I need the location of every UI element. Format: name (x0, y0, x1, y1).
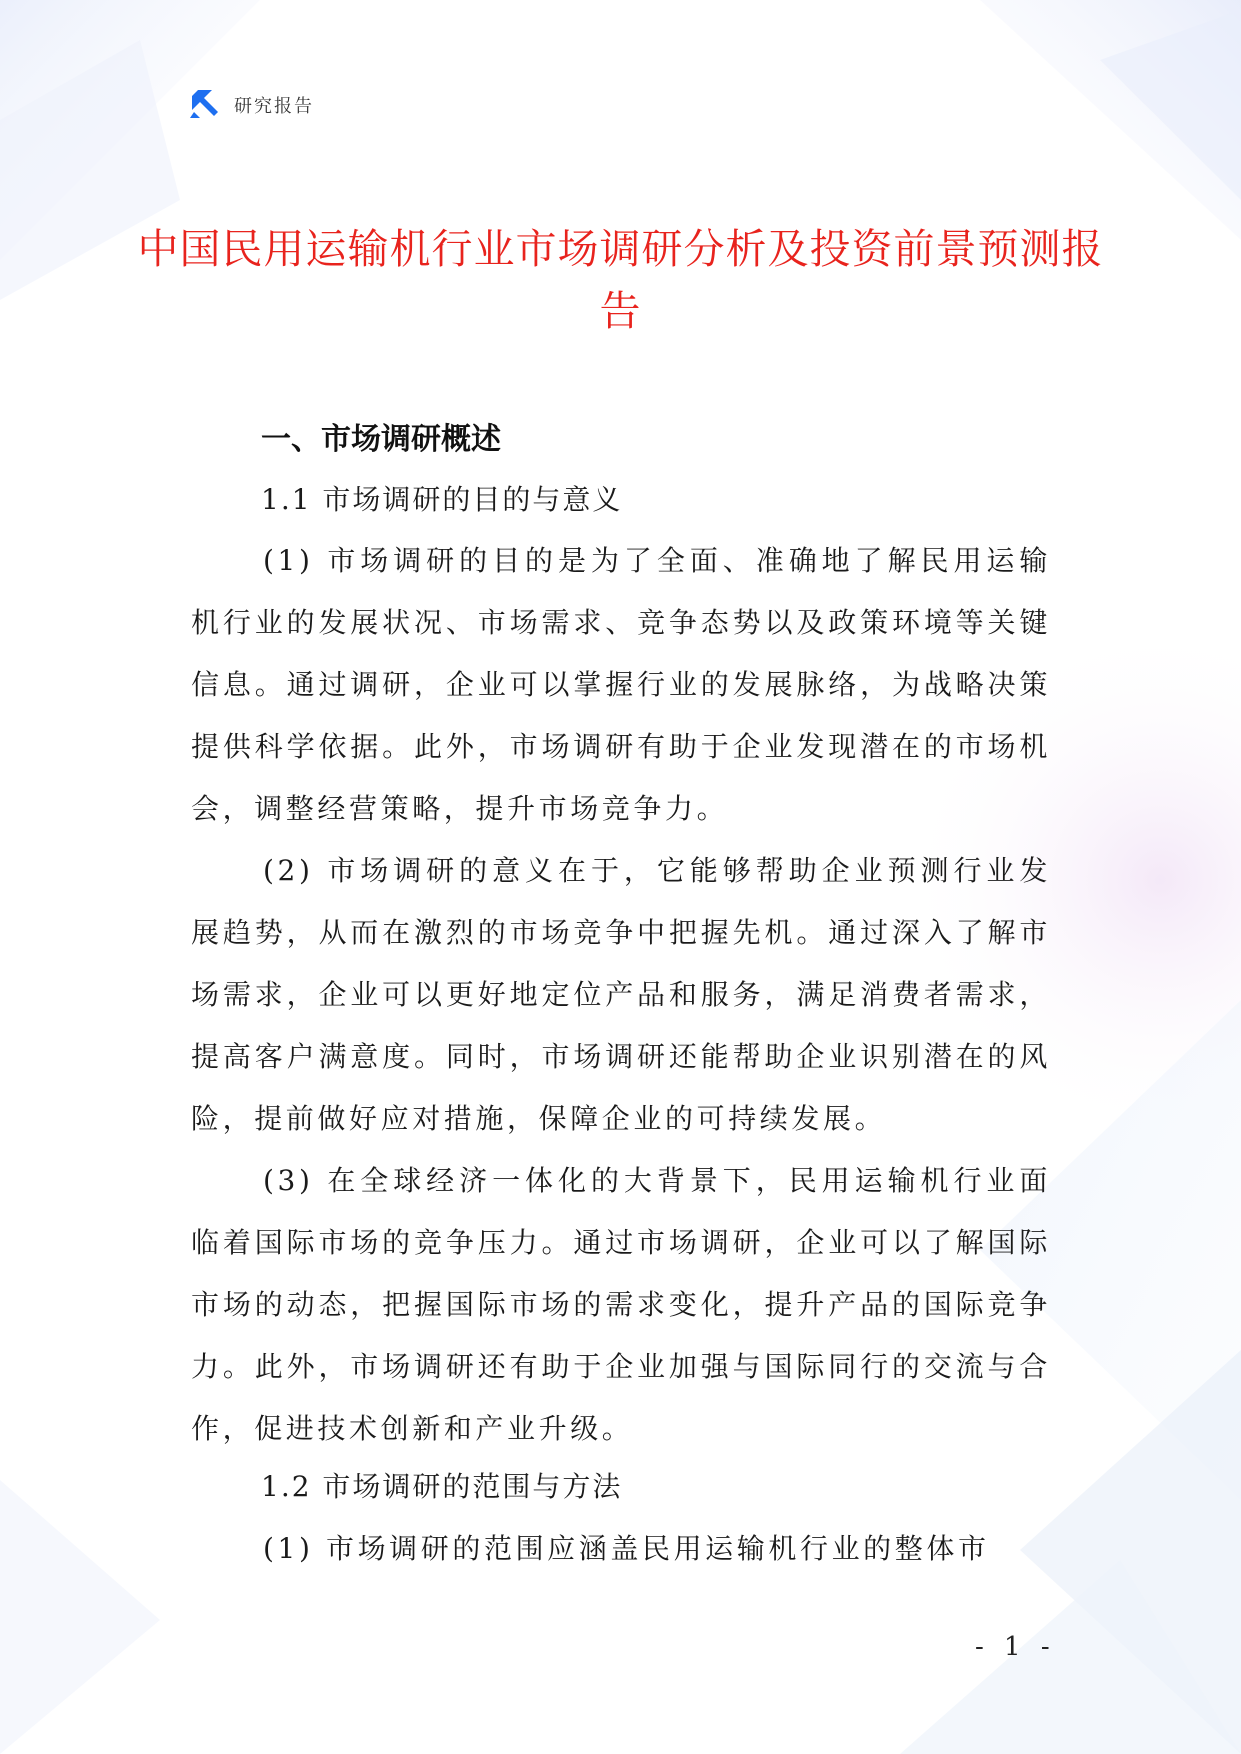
section-heading: 一、市场调研概述 (261, 422, 501, 457)
paragraph-1: (1) 市场调研的目的是为了全面、准确地了解民用运输机行业的发展状况、市场需求、竞争态势以及政策环境等关键信息。通过调研，企业可以掌握行业的发展脉络，为战略决策提供科学依据。此外，市场调研有助于企业发现潜在的市场机会，调整经营策略，提升市场竞争力。 (191, 544, 1051, 825)
arrow-up-right-icon (188, 88, 222, 122)
sub-heading-1-1: 1.1 市场调研的目的与意义 (261, 483, 623, 516)
paragraph-2: (2) 市场调研的意义在于，它能够帮助企业预测行业发展趋势，从而在激烈的市场竞争中把握先机。通过深入了解市场需求，企业可以更好地定位产品和服务，满足消费者需求，提高客户满意度。同时，市场调研还能帮助企业识别潜在的风险，提前做好应对措施，保障企业的可持续发展。 (191, 854, 1051, 1135)
header-label: 研究报告 (234, 96, 314, 117)
sub-heading-1-2: 1.2 市场调研的范围与方法 (261, 1470, 623, 1503)
page-number: - 1 - (975, 1632, 1056, 1662)
paragraph-3: (3) 在全球经济一体化的大背景下，民用运输机行业面临着国际市场的竞争压力。通过市场调研，企业可以了解国际市场的动态，把握国际市场的需求变化，提升产品的国际竞争力。此外，市场调研还有助于企业加强与国际同行的交流与合作，促进技术创新和产业升级。 (191, 1164, 1051, 1445)
document-header (188, 89, 314, 121)
paragraph-4: (1) 市场调研的范围应涵盖民用运输机行业的整体市 (263, 1532, 990, 1565)
document-title: 中国民用运输机行业市场调研分析及投资前景预测报告 (137, 225, 1104, 335)
